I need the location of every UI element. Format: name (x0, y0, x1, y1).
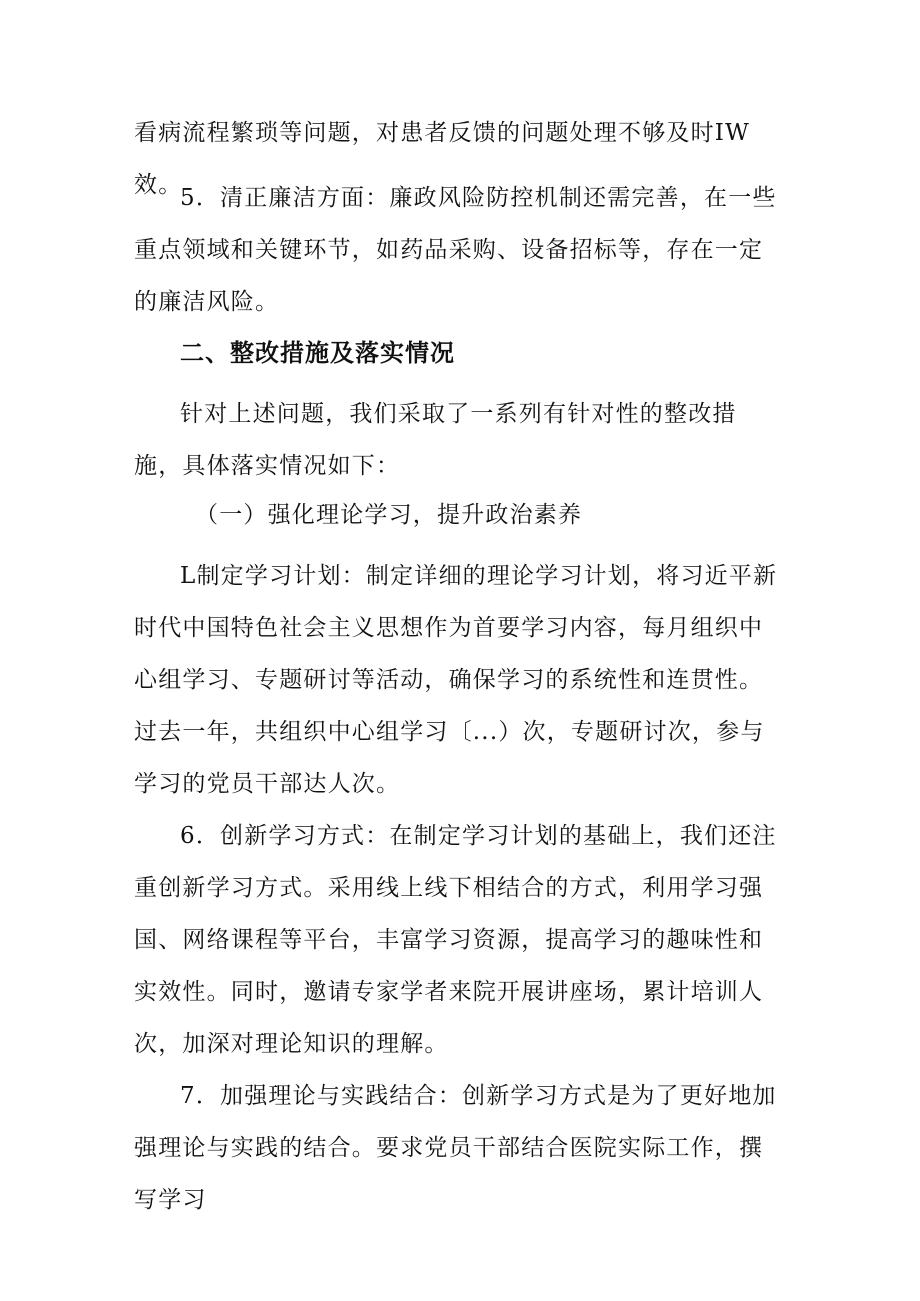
paragraph-item-7: 7．加强理论与实践结合：创新学习方式是为了更好地加强理论与实践的结合。要求党员干部结合医院实际工作，撰写学习 (134, 1083, 777, 1213)
paragraph-continuation: 看病流程繁琐等问题，对患者反馈的问题处理不够及时IW效。 (134, 120, 750, 198)
paragraph-item-6: 6．创新学习方式：在制定学习计划的基础上，我们还注重创新学习方式。采用线上线下相结合的方式，利用学习强国、网络课程等平台，丰富学习资源，提高学习的趣味性和实效性。同时，邀请专家学者来院开展讲座场，累计培训人次，加深对理论知识的理解。 (134, 823, 777, 1057)
subsection-heading: （一）强化理论学习，提升政治素养 (195, 502, 583, 528)
paragraph-item-l: L制定学习计划：制定详细的理论学习计划，将习近平新时代中国特色社会主义思想作为首要学习内容，每月组织中心组学习、专题研讨等活动，确保学习的系统性和连贯性。过去一年，共组织中心组学习〔...）次，专题研讨次，参与学习的党员干部达人次。 (134, 563, 778, 797)
paragraph-intro: 针对上述问题，我们采取了一系列有针对性的整改措施，具体落实情况如下： (134, 401, 737, 479)
paragraph-item-5: 5．清正廉洁方面：廉政风险防控机制还需完善，在一些重点领域和关键环节，如药品采购、设备招标等，存在一定的廉洁风险。 (134, 185, 777, 315)
section-heading: 二、整改措施及落实情况 (180, 339, 455, 367)
